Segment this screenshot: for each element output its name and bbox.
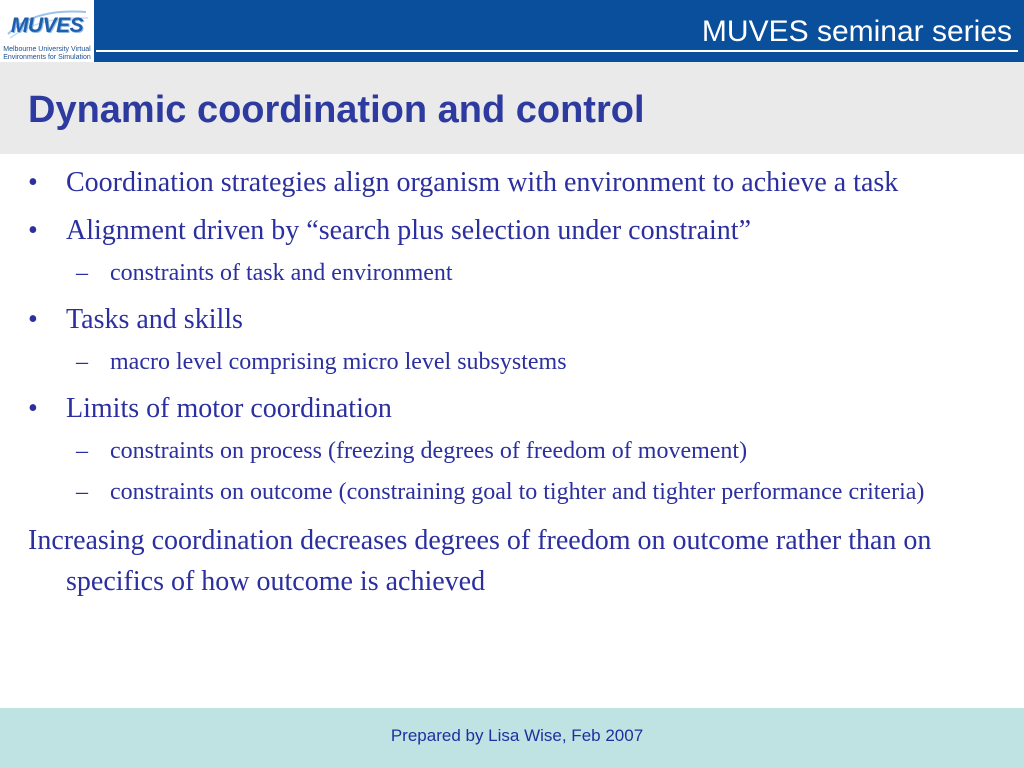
- bullet-text: Coordination strategies align organism with environment to achieve a task: [66, 167, 899, 198]
- bullet-item: [28, 212, 1008, 250]
- bullet-text: Limits of motor coordination: [66, 393, 392, 424]
- logo-wordmark: MUVES: [10, 14, 84, 37]
- sub-bullet-text: macro level comprising micro level subsystems: [110, 349, 567, 375]
- bullet-item: [28, 390, 1008, 428]
- bullet-item: [28, 164, 1008, 202]
- dash-marker: –: [76, 438, 88, 464]
- sub-bullet-text: constraints on process (freezing degrees of freedom of movement): [110, 438, 748, 464]
- sub-bullet-text: constraints of task and environment: [110, 260, 453, 286]
- footer-text: Prepared by Lisa Wise, Feb 2007: [390, 726, 644, 745]
- slide-content: [28, 164, 1008, 602]
- dash-marker: –: [76, 349, 88, 375]
- logo-subtitle: Melbourne University Virtual Environments for Simulation: [3, 46, 91, 61]
- dash-marker: –: [76, 260, 88, 286]
- bullet-text: Tasks and skills: [66, 304, 243, 335]
- bullet-marker: •: [28, 167, 38, 198]
- sub-bullet-item: [28, 345, 1008, 380]
- series-title: MUVES seminar series: [701, 15, 1012, 48]
- bullet-marker: •: [28, 393, 38, 424]
- slide-title: Dynamic coordination and control: [28, 89, 645, 131]
- bullet-text: Alignment driven by “search plus selection under constraint”: [66, 215, 752, 246]
- closing-statement: Increasing coordination decreases degrees of freedom on outcome rather than on specifics of how outcome is achieved: [28, 525, 932, 597]
- bullet-marker: •: [28, 215, 38, 246]
- bullet-item: [28, 301, 1008, 339]
- sub-bullet-item: [28, 434, 1008, 469]
- dash-marker: –: [76, 479, 88, 505]
- sub-bullet-text: constraints on outcome (constraining goal to tighter and tighter performance criteria): [110, 479, 925, 505]
- sub-bullet-item: [28, 256, 1008, 291]
- sub-bullet-item: [28, 475, 1008, 510]
- header-rule: [96, 50, 1018, 52]
- bullet-marker: •: [28, 304, 38, 335]
